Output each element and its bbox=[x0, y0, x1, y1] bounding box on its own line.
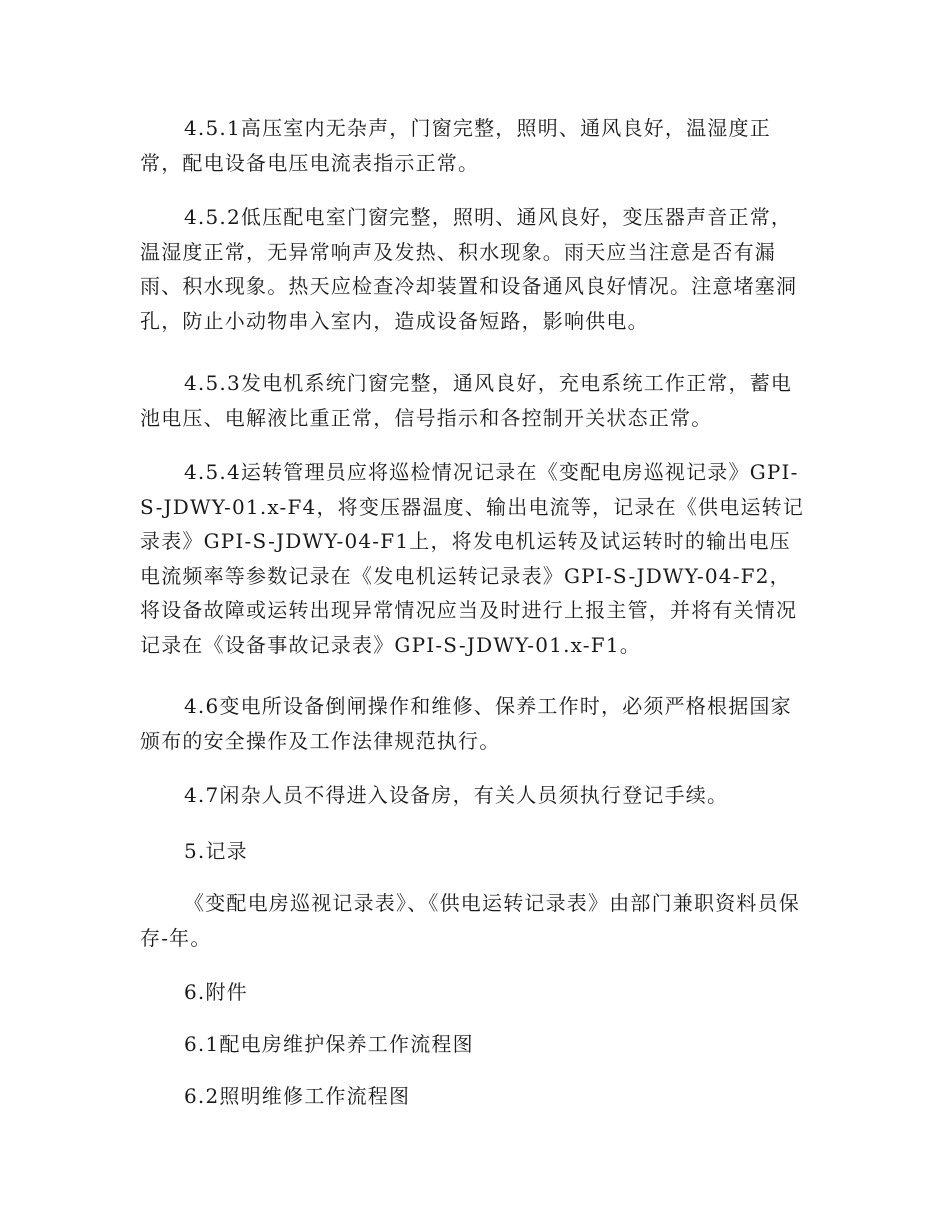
paragraph-4-5-1: 4.5.1高压室内无杂声，门窗完整，照明、通风良好，温湿度正常，配电设备电压电流表指示正常。 bbox=[140, 116, 771, 175]
attachment-item-6-1: 6.1配电房维护保养工作流程图 bbox=[184, 1032, 474, 1056]
paragraph-records: 《变配电房巡视记录表》、《供电运转记录表》由部门兼职资料员保存-年。 bbox=[140, 891, 800, 950]
section-heading-attachments: 6.附件 bbox=[184, 980, 248, 1004]
section-heading-records: 5.记录 bbox=[184, 839, 248, 863]
paragraph-4-5-2: 4.5.2低压配电室门窗完整，照明、通风良好，变压器声音正常，温湿度正常，无异常响声及发热、积水现象。雨天应当注意是否有漏雨、积水现象。热天应检查冷却装置和设备通风良好情况。注意堵塞洞孔，防止小动物串入室内，造成设备短路，影响供电。 bbox=[140, 205, 798, 333]
paragraph-4-6: 4.6变电所设备倒闸操作和维修、保养工作时，必须严格根据国家颁布的安全操作及工作法律规范执行。 bbox=[140, 694, 792, 753]
paragraph-4-7: 4.7闲杂人员不得进入设备房，有关人员须执行登记手续。 bbox=[184, 783, 729, 807]
paragraph-4-5-4: 4.5.4运转管理员应将巡检情况记录在《变配电房巡视记录》GPI-S-JDWY-01.x-F4，将变压器温度、输出电流等，记录在《供电运转记录表》GPI-S-JDWY-04-F1上，将发电机运转及试运转时的输出电压电流频率等参数记录在《发电机运转记录表》GPI-S-JDWY-04-F2，将设备故障或运转出现异常情况应当及时进行上报主管，并将有关情况记录在《设备事故记录表》GPI-S-JDWY-01.x-F1。 bbox=[140, 460, 805, 657]
paragraph-4-5-3: 4.5.3发电机系统门窗完整，通风良好，充电系统工作正常，蓄电池电压、电解液比重正常，信号指示和各控制开关状态正常。 bbox=[140, 371, 793, 430]
attachment-item-6-2: 6.2照明维修工作流程图 bbox=[184, 1084, 411, 1108]
